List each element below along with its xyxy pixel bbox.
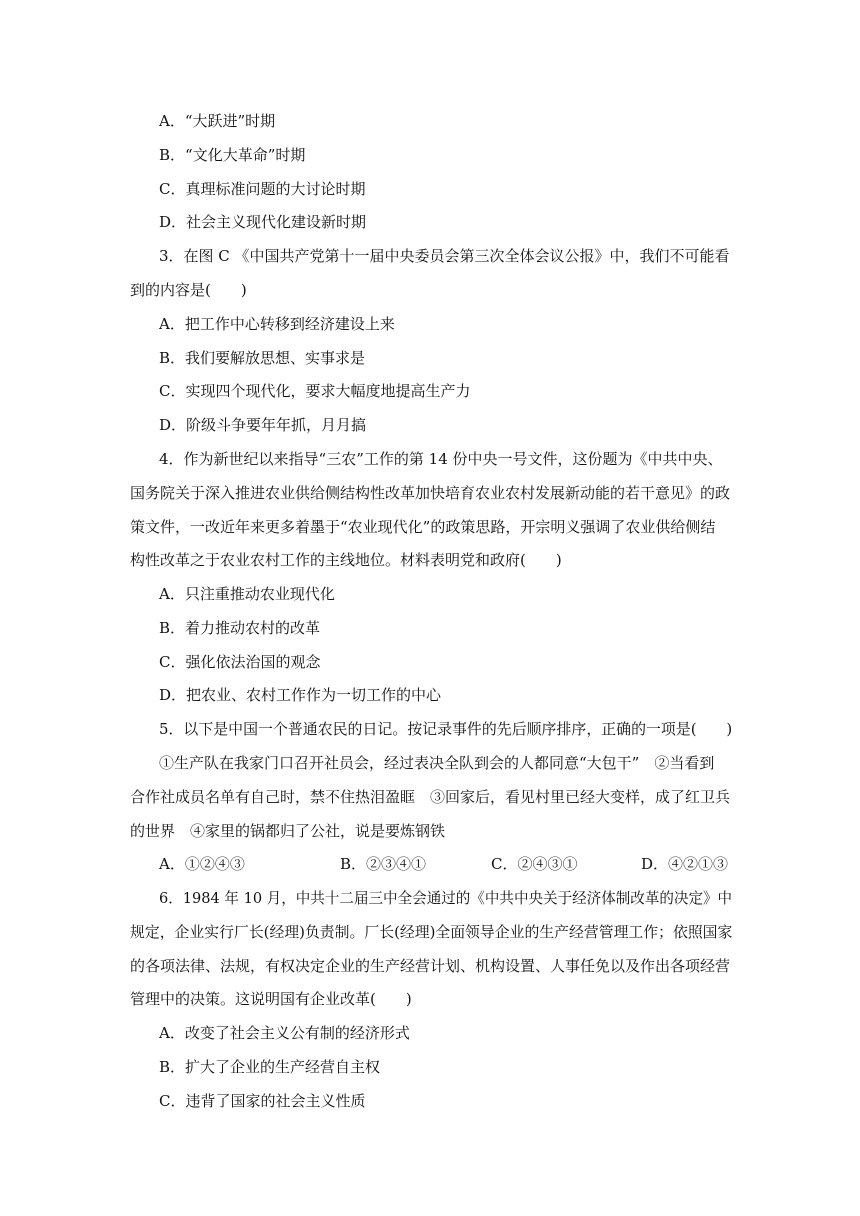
q4-stem-line-1: 4．作为新世纪以来指导“三农”工作的第 14 份中央一号文件，这份题为《中共中央、 — [159, 450, 723, 468]
q6-stem-line-2: 规定，企业实行厂长(经理)负责制。厂长(经理)全面领导企业的生产经营管理工作；依照国家 — [130, 923, 733, 941]
q2-option-d: D．社会主义现代化建设新时期 — [159, 213, 367, 231]
q5-options-row — [0, 855, 860, 873]
q5-option-c: C．②④③① — [491, 855, 578, 873]
q6-stem-line-1: 6．1984 年 10 月，中共十二届三中全会通过的《中共中央关于经济体制改革的决定》中 — [159, 889, 733, 907]
q6-stem-line-3: 的各项法律、法规，有权决定企业的生产经营计划、机构设置、人事任免以及作出各项经营 — [130, 957, 731, 975]
q5-stem-line-2: ①生产队在我家门口召开社员会，经过表决全队到会的人都同意“大包干” ②当看到 — [159, 754, 715, 772]
q3-stem-line-2: 到的内容是( ) — [130, 281, 247, 299]
q6-stem-line-4: 管理中的决策。这说明国有企业改革( ) — [130, 990, 412, 1008]
q6-option-b: B．扩大了企业的生产经营自主权 — [159, 1058, 381, 1076]
q5-stem-line-4: 的世界 ④家里的锅都归了公社，说是要炼钢铁 — [130, 822, 446, 840]
q5-stem-line-1: 5．以下是中国一个普通农民的日记。按记录事件的先后顺序排序，正确的一项是( ) — [159, 720, 733, 738]
q4-option-a: A．只注重推动农业现代化 — [159, 585, 335, 603]
q5-stem-line-3: 合作社成员名单有自己时，禁不住热泪盈眶 ③回家后，看见村里已经大变样，成了红卫兵 — [130, 788, 731, 806]
q6-option-a: A．改变了社会主义公有制的经济形式 — [159, 1024, 410, 1042]
q3-option-d: D．阶级斗争要年年抓，月月搞 — [159, 416, 367, 434]
q3-option-c: C．实现四个现代化，要求大幅度地提高生产力 — [159, 382, 471, 400]
q5-option-b: B．②③④① — [340, 855, 427, 873]
q4-stem-line-3: 策文件，一改近年来更多着墨于“农业现代化”的政策思路，开宗明义强调了农业供给侧结 — [130, 518, 716, 536]
q4-option-b: B．着力推动农村的改革 — [159, 619, 321, 637]
q3-stem-line-1: 3．在图 C 《中国共产党第十一届中央委员会第三次全体会议公报》中，我们不可能看 — [159, 247, 730, 265]
q4-option-d: D．把农业、农村工作作为一切工作的中心 — [159, 686, 442, 704]
q2-option-a: A．“大跃进”时期 — [159, 112, 276, 130]
q5-option-d: D．④②①③ — [641, 855, 729, 873]
q3-option-b: B．我们要解放思想、实事求是 — [159, 349, 366, 367]
q4-stem-line-2: 国务院关于深入推进农业供给侧结构性改革加快培育农业农村发展新动能的若干意见》的政 — [130, 484, 731, 502]
q6-option-c: C．违背了国家的社会主义性质 — [159, 1092, 366, 1110]
q3-option-a: A．把工作中心转移到经济建设上来 — [159, 315, 395, 333]
q4-stem-line-4: 构性改革之于农业农村工作的主线地位。材料表明党和政府( ) — [130, 551, 562, 569]
q2-option-b: B．“文化大革命”时期 — [159, 146, 306, 164]
q4-option-c: C．强化依法治国的观念 — [159, 653, 321, 671]
q5-option-a: A．①②④③ — [159, 855, 245, 873]
q2-option-c: C．真理标准问题的大讨论时期 — [159, 180, 366, 198]
